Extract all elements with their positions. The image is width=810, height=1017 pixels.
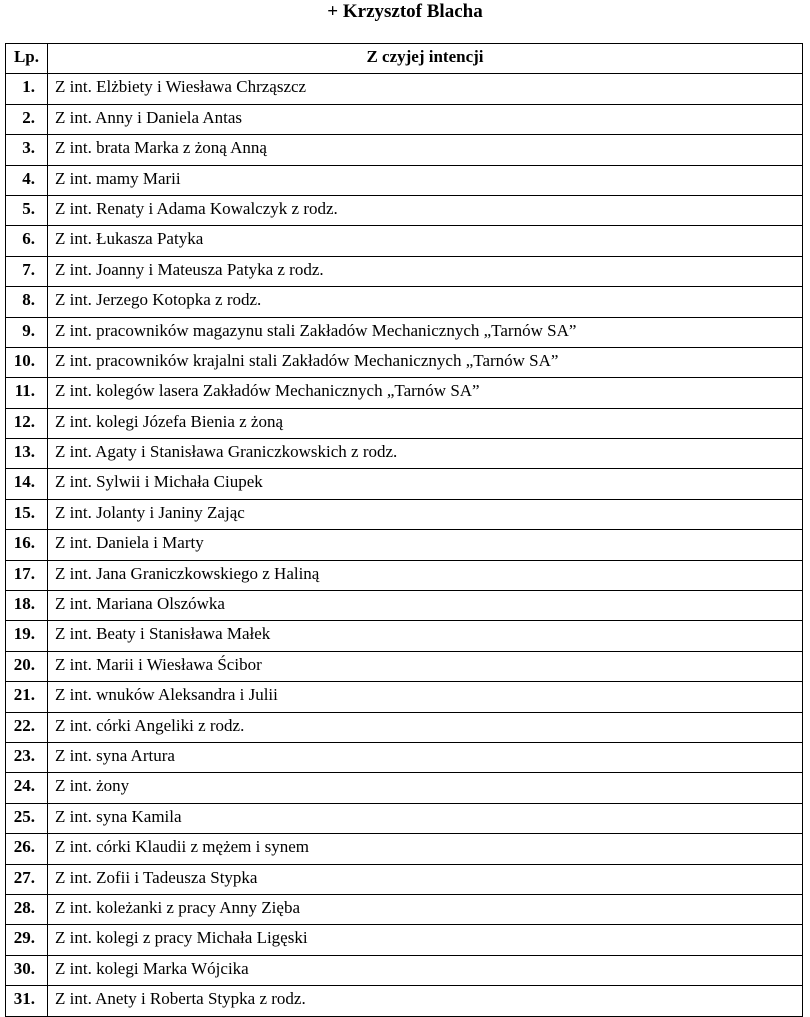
row-intention: Z int. Jana Graniczkowskiego z Haliną [48,560,803,590]
row-number: 1. [6,74,48,104]
row-number: 2. [6,104,48,134]
table-row [6,378,803,408]
row-intention: Z int. pracowników krajalni stali Zakładów Mechanicznych „Tarnów SA” [48,347,803,377]
row-number: 24. [6,773,48,803]
table-row [6,165,803,195]
table-row [6,104,803,134]
table-row [6,803,803,833]
row-intention: Z int. żony [48,773,803,803]
row-number: 30. [6,955,48,985]
table-row [6,226,803,256]
row-intention: Z int. syna Kamila [48,803,803,833]
row-number: 25. [6,803,48,833]
table-row [6,347,803,377]
row-intention: Z int. Jerzego Kotopka z rodz. [48,287,803,317]
row-intention: Z int. koleżanki z pracy Anny Zięba [48,894,803,924]
table-row [6,986,803,1016]
table-row [6,74,803,104]
row-intention: Z int. Marii i Wiesława Ścibor [48,651,803,681]
table-row [6,894,803,924]
row-intention: Z int. Beaty i Stanisława Małek [48,621,803,651]
table-row [6,317,803,347]
row-number: 16. [6,530,48,560]
row-intention: Z int. pracowników magazynu stali Zakładów Mechanicznych „Tarnów SA” [48,317,803,347]
table-row [6,834,803,864]
table-row [6,439,803,469]
row-intention: Z int. brata Marka z żoną Anną [48,135,803,165]
row-intention: Z int. Sylwii i Michała Ciupek [48,469,803,499]
table-row [6,591,803,621]
row-number: 14. [6,469,48,499]
table-row [6,195,803,225]
table-row [6,408,803,438]
row-number: 18. [6,591,48,621]
row-number: 27. [6,864,48,894]
header-intention: Z czyjej intencji [48,44,803,74]
row-intention: Z int. Anny i Daniela Antas [48,104,803,134]
table-row [6,287,803,317]
row-intention: Z int. Joanny i Mateusza Patyka z rodz. [48,256,803,286]
row-number: 7. [6,256,48,286]
row-number: 19. [6,621,48,651]
row-intention: Z int. Agaty i Stanisława Graniczkowskich z rodz. [48,439,803,469]
table-row [6,530,803,560]
row-intention: Z int. Mariana Olszówka [48,591,803,621]
table-row [6,773,803,803]
row-number: 8. [6,287,48,317]
row-number: 21. [6,682,48,712]
row-intention: Z int. kolegi Marka Wójcika [48,955,803,985]
table-header-row [6,44,803,74]
table-row [6,135,803,165]
row-number: 12. [6,408,48,438]
table-row [6,925,803,955]
row-intention: Z int. córki Angeliki z rodz. [48,712,803,742]
row-intention: Z int. Zofii i Tadeusza Stypka [48,864,803,894]
table-row [6,955,803,985]
document-title: + Krzysztof Blacha [327,1,483,22]
row-number: 22. [6,712,48,742]
row-number: 10. [6,347,48,377]
row-intention: Z int. mamy Marii [48,165,803,195]
table-row [6,499,803,529]
row-intention: Z int. kolegi z pracy Michała Ligęski [48,925,803,955]
intentions-table [5,43,803,1017]
table-row [6,651,803,681]
table-row [6,256,803,286]
row-number: 11. [6,378,48,408]
table-row [6,864,803,894]
table-row [6,560,803,590]
row-intention: Z int. Elżbiety i Wiesława Chrząszcz [48,74,803,104]
row-intention: Z int. Renaty i Adama Kowalczyk z rodz. [48,195,803,225]
row-intention: Z int. Jolanty i Janiny Zając [48,499,803,529]
row-intention: Z int. Łukasza Patyka [48,226,803,256]
row-number: 29. [6,925,48,955]
row-intention: Z int. córki Klaudii z mężem i synem [48,834,803,864]
table-row [6,469,803,499]
row-number: 9. [6,317,48,347]
table-row [6,712,803,742]
row-intention: Z int. Anety i Roberta Stypka z rodz. [48,986,803,1016]
row-number: 13. [6,439,48,469]
row-number: 28. [6,894,48,924]
row-number: 31. [6,986,48,1016]
row-intention: Z int. Daniela i Marty [48,530,803,560]
row-number: 4. [6,165,48,195]
table-row [6,621,803,651]
header-lp: Lp. [6,44,48,74]
row-number: 20. [6,651,48,681]
row-number: 26. [6,834,48,864]
row-intention: Z int. kolegi Józefa Bienia z żoną [48,408,803,438]
row-number: 23. [6,742,48,772]
row-intention: Z int. syna Artura [48,742,803,772]
row-intention: Z int. wnuków Aleksandra i Julii [48,682,803,712]
table-row [6,742,803,772]
row-intention: Z int. kolegów lasera Zakładów Mechanicznych „Tarnów SA” [48,378,803,408]
row-number: 15. [6,499,48,529]
table-row [6,682,803,712]
row-number: 6. [6,226,48,256]
row-number: 17. [6,560,48,590]
row-number: 3. [6,135,48,165]
row-number: 5. [6,195,48,225]
